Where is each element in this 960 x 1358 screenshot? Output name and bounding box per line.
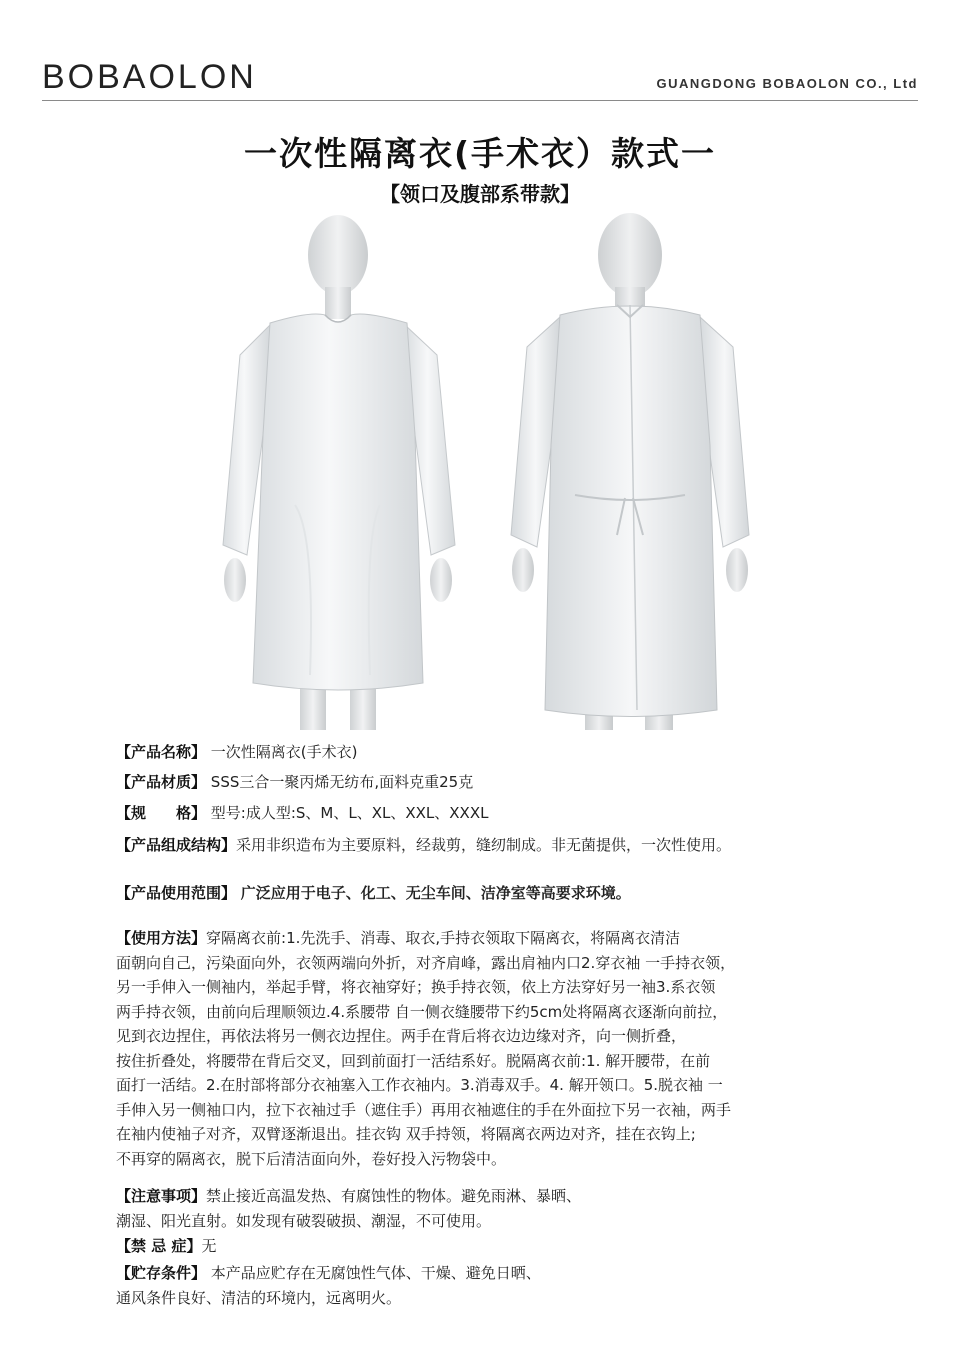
page-subtitle: 【领口及腹部系带款】 [380, 182, 580, 206]
spec-size [116, 801, 488, 826]
spec-label: 【使用方法】 [116, 929, 207, 947]
spec-label: 【产品材质】 [116, 773, 207, 791]
spec-value: 采用非织造布为主要原料，经裁剪，缝纫制成。非无菌提供，一次性使用。 [236, 836, 732, 854]
usage-line: 面朝向自己，污染面向外，衣领两端向外折，对齐肩峰，露出肩袖内口2.穿衣袖 一手持衣领， [116, 953, 736, 972]
spec-value: 无 [201, 1237, 217, 1255]
spec-material [116, 770, 473, 795]
storage-line: 通风条件良好、清洁的环境内，远离明火。 [116, 1288, 402, 1307]
spec-notice [116, 1184, 856, 1233]
usage-line: 穿隔离衣前:1.先洗手、消毒、取衣,手持衣领取下隔离衣，将隔离衣清洁 [206, 929, 681, 947]
usage-line: 手伸入另一侧袖口内，拉下衣袖过手（遮住手）再用衣袖遮住的手在外面拉下另一衣袖，两手 [116, 1100, 732, 1119]
usage-line: 在袖内使袖子对齐，双臂逐渐退出。挂衣钩 双手持领，将隔离衣两边对齐，挂在衣钩上; [116, 1125, 696, 1143]
spec-label: 【禁 忌 症】 [116, 1237, 202, 1255]
usage-line: 不再穿的隔离衣，脱下后清洁面向外，卷好投入污物袋中。 [116, 1149, 507, 1168]
spec-label: 【产品使用范围】 [116, 884, 237, 902]
spec-value: 广泛应用于电子、化工、无尘车间、洁净室等高要求环境。 [240, 884, 631, 902]
spec-storage [116, 1261, 856, 1310]
usage-line: 另一手伸入一侧袖内，举起手臂，将衣袖穿好；换手持衣领，依上方法穿好另一袖3.系衣领 [116, 978, 716, 996]
spec-value: SSS三合一聚丙烯无纺布,面料克重25克 [210, 773, 474, 791]
spec-value: 一次性隔离衣(手术衣) [210, 743, 358, 761]
usage-line: 两手持衣领，由前向后理顺领边.4.系腰带 自一侧衣缝腰带下约5cm处将隔离衣逐渐向前拉， [116, 1002, 728, 1021]
page-header [0, 0, 960, 110]
usage-line: 按住折叠处，将腰带在背后交叉，回到前面打一活结系好。脱隔离衣前:1. 解开腰带，在前 [116, 1051, 711, 1070]
spec-label: 【产品组成结构】 [116, 836, 237, 854]
spec-label: 【规 格】 [116, 804, 207, 822]
notice-line: 禁止接近高温发热、有腐蚀性的物体。避免雨淋、暴晒、 [206, 1187, 582, 1205]
spec-scope [116, 881, 631, 906]
spec-contraindication [116, 1234, 216, 1259]
spec-product-name [116, 740, 358, 765]
company-name: GUANGDONG BOBAOLON CO., Ltd [656, 76, 918, 91]
storage-line: 本产品应贮存在无腐蚀性气体、干燥、避免日晒、 [210, 1264, 541, 1282]
spec-value: 型号:成人型:S、M、L、XL、XXL、XXXL [210, 804, 489, 822]
usage-line: 面打一活结。2.在肘部将部分衣袖塞入工作衣袖内。3.消毒双手。4. 解开领口。5.脱衣袖 一 [116, 1076, 723, 1094]
spec-usage [116, 926, 856, 1171]
spec-label: 【产品名称】 [116, 743, 207, 761]
spec-structure [116, 833, 731, 858]
gown-front-photo [215, 205, 465, 730]
gown-back-photo [505, 205, 755, 730]
page-title: 一次性隔离衣(手术衣）款式一 [243, 134, 717, 173]
notice-line: 潮湿、阳光直射。如发现有破裂破损、潮湿，不可使用。 [116, 1211, 492, 1230]
usage-line: 见到衣边捏住，再依法将另一侧衣边捏住。两手在背后将衣边边缘对齐，向一侧折叠， [116, 1027, 687, 1045]
spec-label: 【注意事项】 [116, 1187, 207, 1205]
spec-label: 【贮存条件】 [116, 1264, 207, 1282]
brand-logo: BOBAOLON [42, 58, 257, 96]
header-divider [42, 100, 918, 101]
